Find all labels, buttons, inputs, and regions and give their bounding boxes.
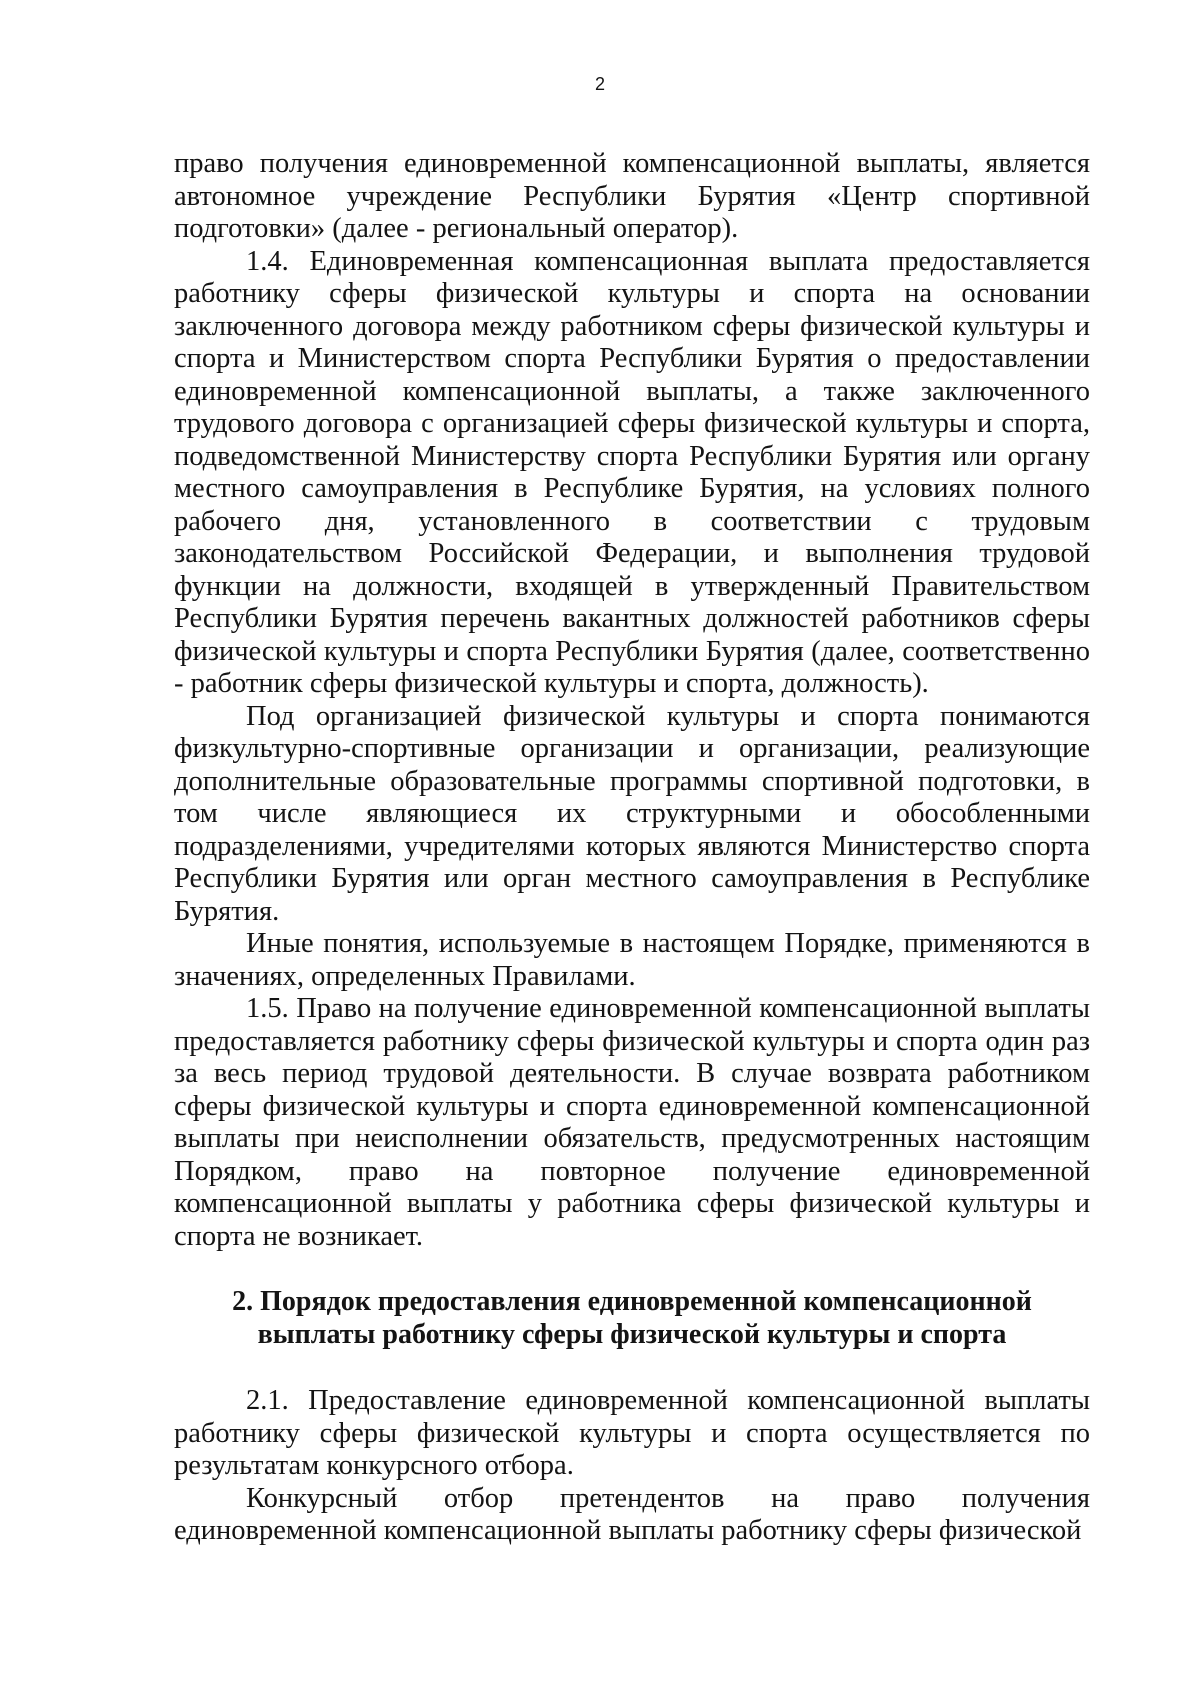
- section-2-heading-line-1: 2. Порядок предоставления единовременной компенсационной: [232, 1286, 1032, 1317]
- paragraph-regional-operator: право получения единовременной компенсационной выплаты, является автономное учреждение Республики Бурятия «Центр спортивной подготовки» (далее - региональный оператор).: [174, 148, 1090, 244]
- page-number: 2: [594, 74, 605, 94]
- paragraph-1-5: 1.5. Право на получение единовременной компенсационной выплаты предоставляется работнику сферы физической культуры и спорта один раз за весь период трудовой деятельности. В случае возврата работником сферы физической культуры и спорта единовременной компенсационной выплаты при неисполнении обязательств, предусмотренных настоящим Порядком, право на повторное получение единовременной компенсационной выплаты у работника сферы физической культуры и спорта не возникает.: [174, 993, 1090, 1252]
- paragraph-1-4: 1.4. Единовременная компенсационная выплата предоставляется работнику сферы физической культуры и спорта на основании заключенного договора между работником сферы физической культуры и спорта и Министерством спорта Республики Бурятия о предоставлении единовременной компенсационной выплаты, а также заключенного трудового договора с организацией сферы физической культуры и спорта, подведомственной Министерству спорта Республики Бурятия или органу местного самоуправления в Республике Бурятия, на условиях полного рабочего дня, установленного в соответствии с трудовым законодательством Российской Федерации, и выполнения трудовой функции на должности, входящей в утвержденный Правительством Республики Бурятия перечень вакантных должностей работников сферы физической культуры и спорта Республики Бурятия (далее, соответственно - работник сферы физической культуры и спорта, должность).: [174, 245, 1090, 699]
- section-2-heading-line-2: выплаты работнику сферы физической культуры и спорта: [257, 1318, 1007, 1350]
- paragraph-organization-definition: Под организацией физической культуры и спорта понимаются физкультурно-спортивные организации и организации, реализующие дополнительные образовательные программы спортивной подготовки, в том числе являющиеся их структурными и обособленными подразделениями, учредителями которых являются Министерство спорта Республики Бурятия или орган местного самоуправления в Республике Бурятия.: [174, 700, 1090, 927]
- paragraph-other-terms: Иные понятия, используемые в настоящем Порядке, применяются в значениях, определенных Правилами.: [174, 928, 1090, 992]
- section-2-heading: [174, 1286, 1090, 1351]
- paragraph-2-1: 2.1. Предоставление единовременной компенсационной выплаты работнику сферы физической культуры и спорта осуществляется по результатам конкурсного отбора.: [174, 1385, 1090, 1481]
- paragraph-competitive-selection: Конкурсный отбор претендентов на право получения единовременной компенсационной выплаты работнику сферы физической: [174, 1482, 1090, 1546]
- document-body: [174, 148, 1090, 1548]
